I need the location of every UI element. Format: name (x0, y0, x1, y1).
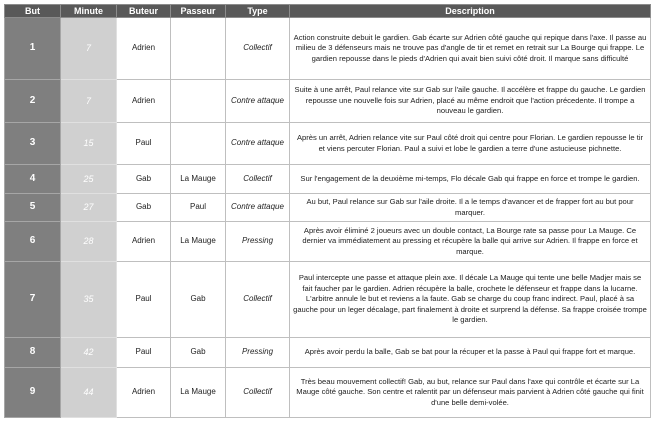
cell-description: Suite à une arrêt, Paul relance vite sur Gab sur l'aile gauche. Il accélère et frappe du gauche. Le gardien repousse une nouvelle fois sur Adrien, placé au même endroit que l'action précedente. Il trompe a nouveau le gardien. (290, 80, 651, 123)
cell-minute: 15 (61, 123, 117, 165)
cell-minute: 7 (61, 80, 117, 123)
header-type: Type (226, 5, 290, 18)
cell-minute: 7 (61, 18, 117, 80)
cell-minute: 42 (61, 338, 117, 368)
cell-type: Collectif (226, 18, 290, 80)
cell-buteur: Adrien (117, 18, 171, 80)
cell-type: Contre attaque (226, 123, 290, 165)
cell-buteur: Adrien (117, 368, 171, 418)
cell-buteur: Paul (117, 123, 171, 165)
cell-description: Après avoir éliminé 2 joueurs avec un double contact, La Bourge rate sa passe pour La Mauge. Ce dernier va immédiatement au pressing et récupère la balle qui arrive sur Adrien. Il frappe en force et marque. (290, 222, 651, 262)
table-row (5, 194, 651, 222)
cell-description: Paul intercepte une passe et attaque plein axe. Il décale La Mauge qui tente une belle Madjer mais se fait faucher par le gardien. Adrien récupère la balle, crochete le défenseur et frappe dans la lucarne. L'arbitre annule le but et reviens a la faute. Gab se charge du coup franc indirect. Paul, placé à sa gauche pour un leger décalage, part finalement à droite et surprend la défense. Sa frappe croisée trompe le gardien. (290, 262, 651, 338)
cell-passeur: La Mauge (171, 165, 226, 194)
cell-buteur: Paul (117, 262, 171, 338)
cell-description: Sur l'engagement de la deuxième mi-temps, Flo décale Gab qui frappe en force et trompe le gardien. (290, 165, 651, 194)
header-passeur: Passeur (171, 5, 226, 18)
cell-type: Contre attaque (226, 80, 290, 123)
table-row (5, 222, 651, 262)
cell-minute: 25 (61, 165, 117, 194)
cell-passeur (171, 123, 226, 165)
cell-description: Après avoir perdu la balle, Gab se bat pour la récuper et la passe à Paul qui frappe fort et marque. (290, 338, 651, 368)
cell-passeur: La Mauge (171, 368, 226, 418)
cell-passeur: La Mauge (171, 222, 226, 262)
cell-minute: 28 (61, 222, 117, 262)
cell-passeur (171, 80, 226, 123)
cell-buteur: Gab (117, 194, 171, 222)
table-row (5, 18, 651, 80)
cell-minute: 27 (61, 194, 117, 222)
cell-but: 1 (5, 18, 61, 80)
cell-type: Pressing (226, 338, 290, 368)
table-row (5, 165, 651, 194)
cell-but: 5 (5, 194, 61, 222)
cell-description: Après un arrêt, Adrien relance vite sur Paul côté droit qui centre pour Florian. Le gardien repousse le tir et viens percuter Florian. Paul a suivi et lobe le gardien a terre d'une astucieuse pichnette. (290, 123, 651, 165)
cell-description: Action construite debuit le gardien. Gab écarte sur Adrien côté gauche qui repique dans l'axe. Il passe au milieu de 3 défenseurs mais ne trouve pas d'angle de tir et remet en retrait sur La Bourge qui frappe. Le gardien repousse dans le pieds d'Adrien qui avait bien suivi côté droit. Il marque sans difficulté (290, 18, 651, 80)
header-row (5, 5, 651, 18)
cell-buteur: Paul (117, 338, 171, 368)
header-but: But (5, 5, 61, 18)
cell-type: Collectif (226, 262, 290, 338)
cell-but: 2 (5, 80, 61, 123)
cell-type: Collectif (226, 165, 290, 194)
table-row (5, 368, 651, 418)
cell-buteur: Adrien (117, 222, 171, 262)
cell-buteur: Adrien (117, 80, 171, 123)
table-row (5, 262, 651, 338)
cell-but: 4 (5, 165, 61, 194)
header-description: Description (290, 5, 651, 18)
cell-passeur: Gab (171, 262, 226, 338)
table-row (5, 338, 651, 368)
cell-description: Au but, Paul relance sur Gab sur l'aile droite. Il a le temps d'avancer et de frapper fort au but pour marquer. (290, 194, 651, 222)
cell-minute: 44 (61, 368, 117, 418)
table-row (5, 80, 651, 123)
cell-passeur: Gab (171, 338, 226, 368)
table-row (5, 123, 651, 165)
cell-type: Collectif (226, 368, 290, 418)
cell-but: 6 (5, 222, 61, 262)
cell-but: 9 (5, 368, 61, 418)
header-buteur: Buteur (117, 5, 171, 18)
cell-description: Très beau mouvement collectif! Gab, au but, relance sur Paul dans l'axe qui contrôle et écarte sur La Mauge côté gauche. Son centre et ralentit par un défenseur mais parvient à Adrien côté gauche qui finit d'une belle demi-volée. (290, 368, 651, 418)
cell-type: Contre attaque (226, 194, 290, 222)
goals-table (4, 4, 651, 418)
cell-but: 3 (5, 123, 61, 165)
header-minute: Minute (61, 5, 117, 18)
cell-buteur: Gab (117, 165, 171, 194)
cell-but: 7 (5, 262, 61, 338)
cell-passeur: Paul (171, 194, 226, 222)
cell-minute: 35 (61, 262, 117, 338)
cell-passeur (171, 18, 226, 80)
cell-type: Pressing (226, 222, 290, 262)
cell-but: 8 (5, 338, 61, 368)
